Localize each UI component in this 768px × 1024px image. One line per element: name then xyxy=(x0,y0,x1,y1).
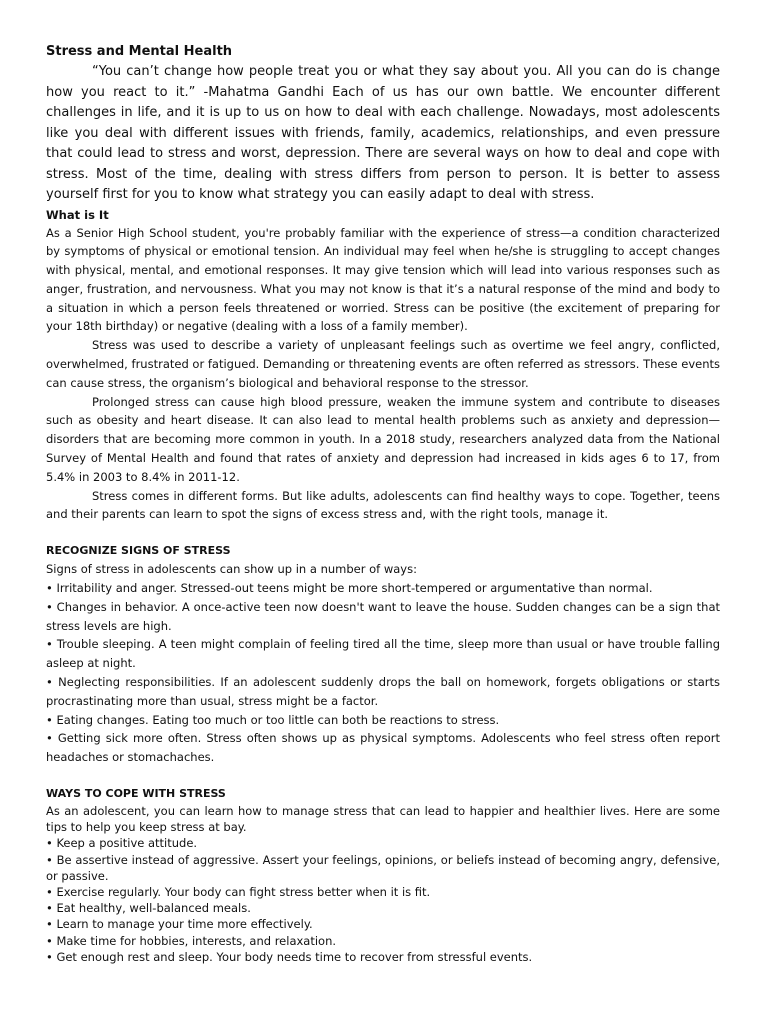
body-paragraph: As a Senior High School student, you're probably familiar with the experience of stress—a condition characterized by symptoms of physical or emotional tension. An individual may feel when he/she is struggling to accept changes with physical, mental, and emotional responses. It may give tension which will lead into various responses such as anger, frustration, and nervousness. What you may not know is that it’s a natural response of the mind and body to a situation in which a person feels threatened or worried. Stress can be positive (the excitement of preparing for your 18th birthday) or negative (dealing with a loss of a family member). xyxy=(46,225,720,334)
list-item: • Learn to manage your time more effectively. xyxy=(46,917,313,932)
document-page xyxy=(46,42,720,965)
body-paragraph: Prolonged stress can cause high blood pressure, weaken the immune system and contribute to diseases such as obesity and heart disease. It can also lead to mental health problems such as anxiety and depression—disorders that are becoming more common in youth. In a 2018 study, researchers analyzed data from the National Survey of Mental Health and found that rates of anxiety and depression had increased in kids ages 6 to 17, from 5.4% in 2003 to 8.4% in 2011-12. xyxy=(46,394,720,484)
section-heading-what-is-it: What is It xyxy=(46,207,109,222)
section-heading-ways-to-cope: WAYS TO COPE WITH STRESS xyxy=(46,787,226,801)
list-item: • Eating changes. Eating too much or too little can both be reactions to stress. xyxy=(46,712,500,727)
section-lead: Signs of stress in adolescents can show up in a number of ways: xyxy=(46,562,417,577)
list-item: • Keep a positive attitude. xyxy=(46,836,198,851)
signs-list xyxy=(46,579,720,767)
spacer xyxy=(46,767,720,785)
list-item: • Exercise regularly. Your body can fight stress better when it is fit. xyxy=(46,885,431,900)
spacer xyxy=(46,524,720,542)
section-heading-recognize-signs: RECOGNIZE SIGNS OF STRESS xyxy=(46,544,231,558)
section-lead: As an adolescent, you can learn how to manage stress that can lead to happier and healthier lives. Here are some tips to help you keep stress at bay. xyxy=(46,804,720,835)
list-item: • Make time for hobbies, interests, and relaxation. xyxy=(46,933,337,948)
list-item: • Trouble sleeping. A teen might complain of feeling tired all the time, sleep more than usual or have trouble falling asleep at night. xyxy=(46,637,720,671)
body-paragraph: Stress comes in different forms. But like adults, adolescents can find healthy ways to cope. Together, teens and their parents can learn to spot the signs of excess stress and, with the right tools, manage it. xyxy=(46,488,720,522)
list-item: • Changes in behavior. A once-active teen now doesn't want to leave the house. Sudden changes can be a sign that stress levels are high. xyxy=(46,599,720,633)
intro-paragraph: “You can’t change how people treat you or what they say about you. All you can do is change how you react to it.” -Mahatma Gandhi Each of us has our own battle. We encounter different challenges in life, and it is up to us on how to deal with each challenge. Nowadays, most adolescents like you deal with different issues with friends, family, academics, relationships, and even pressure that could lead to stress and worst, depression. There are several ways on how to deal and cope with stress. Most of the time, dealing with stress differs from person to person. It is better to assess yourself first for you to know what strategy you can easily adapt to deal with stress. xyxy=(46,64,720,202)
list-item: • Be assertive instead of aggressive. Assert your feelings, opinions, or beliefs instead of becoming angry, defensive, or passive. xyxy=(46,852,720,883)
body-paragraph: Stress was used to describe a variety of unpleasant feelings such as overtime we feel angry, conflicted, overwhelmed, frustrated or fatigued. Demanding or threatening events are often referred as stressors. These events can cause stress, the organism’s biological and behavioral response to the stressor. xyxy=(46,338,720,390)
list-item: • Getting sick more often. Stress often shows up as physical symptoms. Adolescents who feel stress often report headaches or stomachaches. xyxy=(46,731,720,765)
list-item: • Eat healthy, well-balanced meals. xyxy=(46,901,251,916)
document-title: Stress and Mental Health xyxy=(46,44,233,59)
list-item: • Neglecting responsibilities. If an adolescent suddenly drops the ball on homework, forgets obligations or starts procrastinating more than usual, stress might be a factor. xyxy=(46,675,720,708)
cope-list xyxy=(46,835,720,965)
list-item: • Get enough rest and sleep. Your body needs time to recover from stressful events. xyxy=(46,949,533,964)
list-item: • Irritability and anger. Stressed-out teens might be more short-tempered or argumentative than normal. xyxy=(46,581,653,596)
